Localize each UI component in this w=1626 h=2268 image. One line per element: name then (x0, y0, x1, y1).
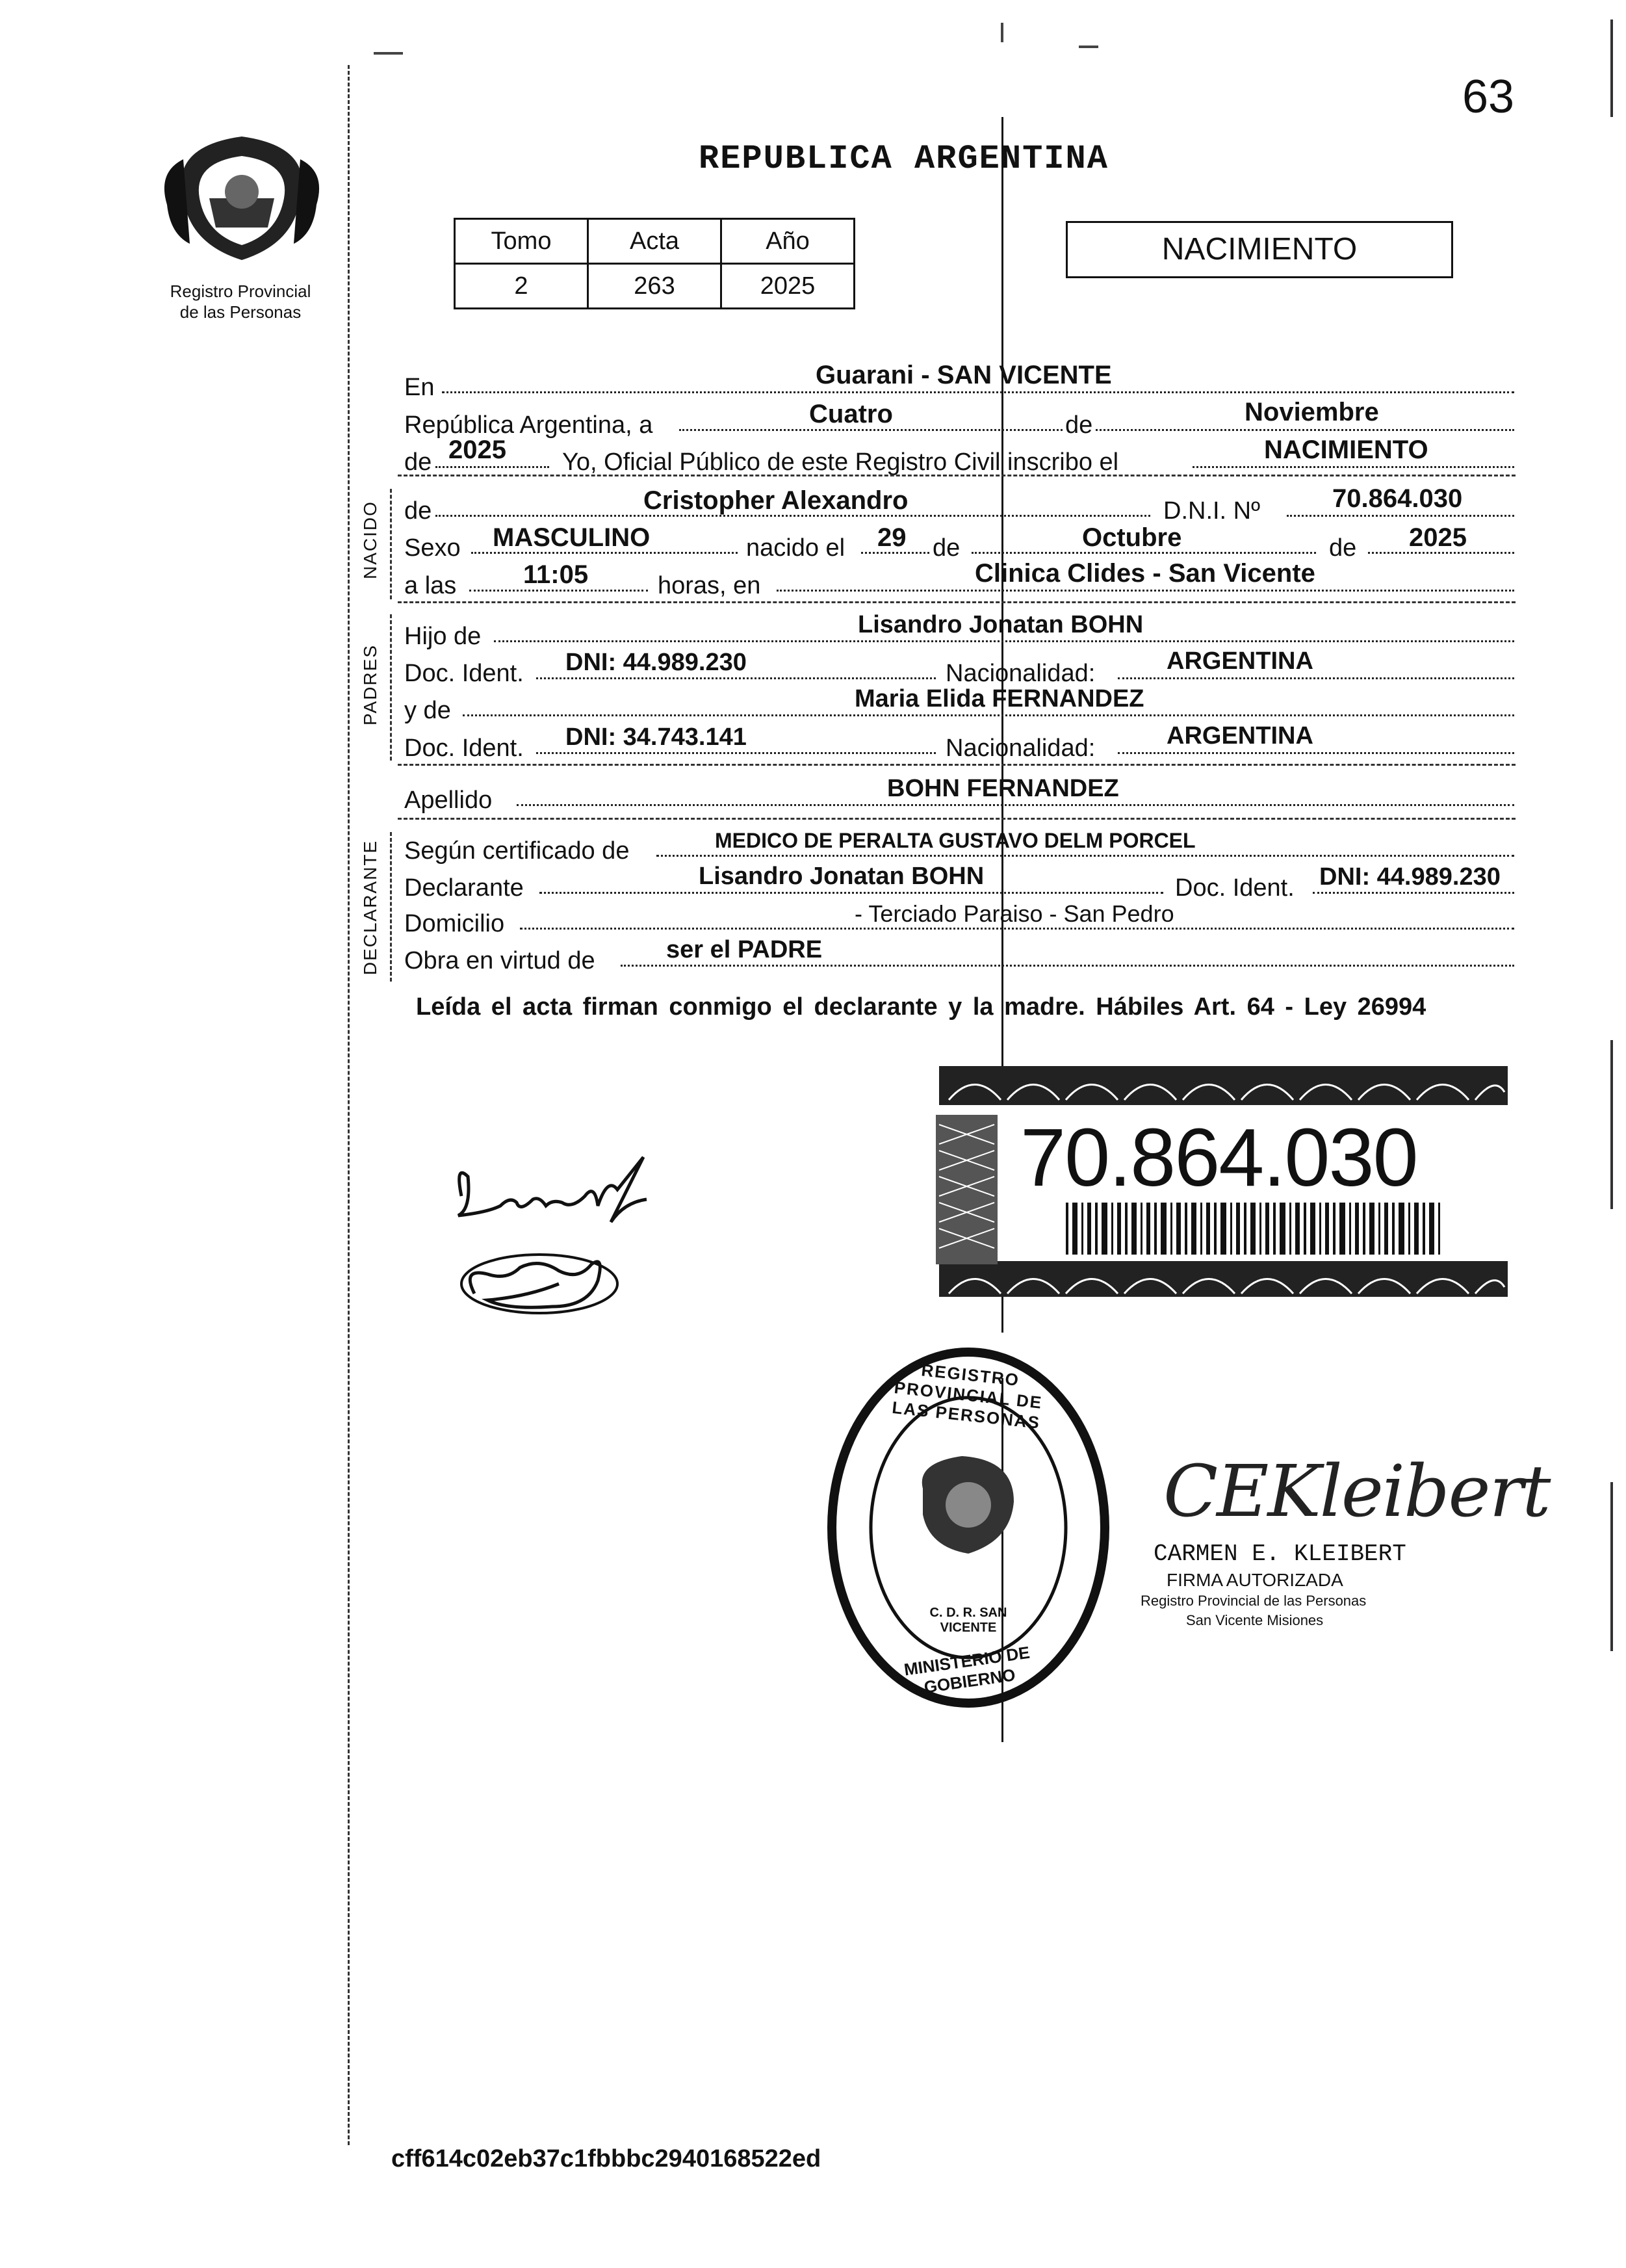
label-a-las: a las (404, 572, 457, 599)
label-nacido-el: nacido el (746, 534, 845, 562)
label-doc-ident-madre: Doc. Ident. (404, 735, 524, 762)
value-lugar-nac: Clinica Clides - San Vicente (975, 559, 1315, 588)
value-dia: Cuatro (809, 400, 893, 428)
dotted-line (679, 429, 1514, 431)
label-obra: Obra en virtud de (404, 947, 595, 974)
section-divider (398, 764, 1516, 766)
dotted-line (621, 965, 1514, 967)
seal-inner-text: C. D. R. SAN VICENTE (929, 1606, 1007, 1635)
section-divider (398, 601, 1516, 603)
dotted-line (520, 928, 1514, 930)
dotted-line (435, 466, 549, 468)
scan-mark (374, 52, 403, 55)
signatory-name: CARMEN E. KLEIBERT (1154, 1541, 1406, 1567)
section-divider (398, 818, 1516, 820)
dotted-line (1118, 677, 1514, 679)
label-republica: República Argentina, a (404, 411, 653, 439)
register-table-cell: 2025 (721, 264, 855, 309)
register-table-cell: 2 (455, 264, 588, 309)
value-madre-doc: DNI: 34.743.141 (565, 723, 747, 751)
footer-note: Leída el acta firman conmigo el declarante y la madre. Hábiles Art. 64 - Ley 26994 (416, 993, 1426, 1021)
value-nac-dia: 29 (877, 523, 907, 552)
label-horas-en: horas, en (658, 572, 761, 599)
edge-mark (1610, 20, 1613, 117)
scan-mark (1001, 23, 1003, 42)
dotted-line (777, 590, 1514, 592)
value-declarante: Lisandro Jonatan BOHN (699, 863, 985, 890)
value-hora: 11:05 (523, 560, 589, 589)
section-divider (398, 475, 1516, 476)
page-number: 63 (1462, 71, 1515, 123)
left-margin-rule (348, 65, 350, 2145)
dotted-line (442, 391, 1514, 393)
dotted-line (1118, 752, 1514, 754)
act-type-box: NACIMIENTO (1066, 221, 1453, 278)
value-obra: ser el PADRE (666, 936, 823, 963)
scan-mark (1079, 46, 1098, 48)
label-de-anio: de (404, 449, 432, 476)
dotted-line (463, 714, 1514, 716)
label-declarante: Declarante (404, 874, 524, 902)
value-declarante-doc: DNI: 44.989.230 (1319, 863, 1501, 891)
value-sexo: MASCULINO (493, 523, 651, 552)
label-de-mes: de (933, 534, 961, 562)
register-table-value-row (455, 264, 855, 309)
dotted-line (1313, 892, 1514, 894)
handwritten-signature-icon (448, 1151, 682, 1333)
label-doc-ident: Doc. Ident. (404, 660, 524, 687)
value-lugar: Guarani - SAN VICENTE (816, 361, 1112, 389)
label-de-anio-nac: de (1329, 534, 1357, 562)
register-table (454, 218, 855, 309)
dotted-line (539, 892, 1163, 894)
register-table-header: Acta (588, 219, 721, 264)
declarant-signature (448, 1151, 682, 1333)
section-bracket (390, 832, 392, 982)
label-nacionalidad-madre: Nacionalidad: (946, 735, 1096, 762)
dotted-line (1287, 515, 1514, 517)
authorized-signature (1157, 1450, 1550, 1554)
value-nac-anio: 2025 (1409, 523, 1467, 552)
dni-barcode-sticker (936, 1066, 1508, 1297)
dotted-line (517, 804, 1514, 806)
label-nacionalidad: Nacionalidad: (946, 660, 1096, 687)
value-dni: 70.864.030 (1332, 484, 1463, 513)
misiones-emblem-icon (144, 120, 339, 276)
value-padre-nac: ARGENTINA (1167, 647, 1313, 675)
label-y-de: y de (404, 697, 451, 724)
signatory-title: FIRMA AUTORIZADA (1167, 1570, 1343, 1590)
seal-ring-text: REGISTRO PROVINCIAL DE LAS PERSONAS (891, 1360, 1044, 1433)
barcode-number: 70.864.030 (1020, 1112, 1417, 1203)
value-certificado: MEDICO DE PERALTA GUSTAVO DELM PORCEL (715, 829, 1196, 852)
value-nombre: Cristopher Alexandro (643, 486, 909, 515)
dotted-line (536, 752, 936, 754)
label-segun: Según certificado de (404, 837, 630, 865)
label-en: En (404, 374, 435, 401)
label-doc-ident-declarante: Doc. Ident. (1175, 874, 1295, 902)
signatory-org: Registro Provincial de las Personas (1141, 1593, 1367, 1609)
section-label-padres: PADRES (360, 644, 380, 725)
value-madre-nac: ARGENTINA (1167, 722, 1313, 749)
provincial-logo (144, 120, 339, 276)
label-sexo: Sexo (404, 534, 461, 562)
edge-mark (1610, 1040, 1613, 1209)
official-seal (825, 1346, 1111, 1710)
register-table-header: Tomo (455, 219, 588, 264)
value-domicilio: - Terciado Paraiso - San Pedro (855, 900, 1174, 927)
label-yo: Yo, Oficial Público de este Registro Civil inscribo el (562, 449, 1119, 476)
document-hash: cff614c02eb37c1fbbbc2940168522ed (391, 2145, 821, 2172)
value-madre: Maria Elida FERNANDEZ (855, 685, 1144, 712)
label-hijo-de: Hijo de (404, 623, 482, 650)
signature-scrawl: CEKleibert (1163, 1450, 1550, 1533)
label-apellido: Apellido (404, 787, 493, 814)
label-dni-no: D.N.I. Nº (1163, 497, 1260, 525)
logo-caption-line2: de las Personas (179, 302, 302, 322)
label-de-nombre: de (404, 497, 432, 525)
logo-caption-line1: Registro Provincial (170, 281, 311, 301)
seal-bottom-text: MINISTERIO DE GOBIERNO (903, 1642, 1031, 1697)
value-nac-mes: Octubre (1082, 523, 1182, 552)
register-table-cell: 263 (588, 264, 721, 309)
dotted-line (469, 590, 648, 592)
value-apellido: BOHN FERNANDEZ (887, 775, 1119, 802)
section-bracket (390, 489, 392, 599)
value-tipo: NACIMIENTO (1264, 436, 1428, 464)
section-label-nacido: NACIDO (360, 501, 380, 579)
label-de: de (1063, 411, 1095, 439)
label-domicilio: Domicilio (404, 910, 505, 937)
signatory-place: San Vicente Misiones (1186, 1612, 1324, 1628)
value-padre-doc: DNI: 44.989.230 (565, 649, 747, 676)
document-title: REPUBLICA ARGENTINA (699, 140, 1109, 178)
dotted-line (536, 677, 936, 679)
value-padre: Lisandro Jonatan BOHN (858, 611, 1144, 638)
logo-caption (117, 281, 364, 322)
value-mes: Noviembre (1245, 398, 1379, 426)
section-label-declarante: DECLARANTE (360, 839, 380, 976)
value-anio: 2025 (448, 436, 506, 464)
dotted-line (656, 855, 1514, 857)
dotted-line (1193, 466, 1514, 468)
register-table-header-row (455, 219, 855, 264)
edge-mark (1610, 1482, 1613, 1651)
section-bracket (390, 614, 392, 761)
dotted-line (494, 640, 1514, 642)
register-table-header: Año (721, 219, 855, 264)
